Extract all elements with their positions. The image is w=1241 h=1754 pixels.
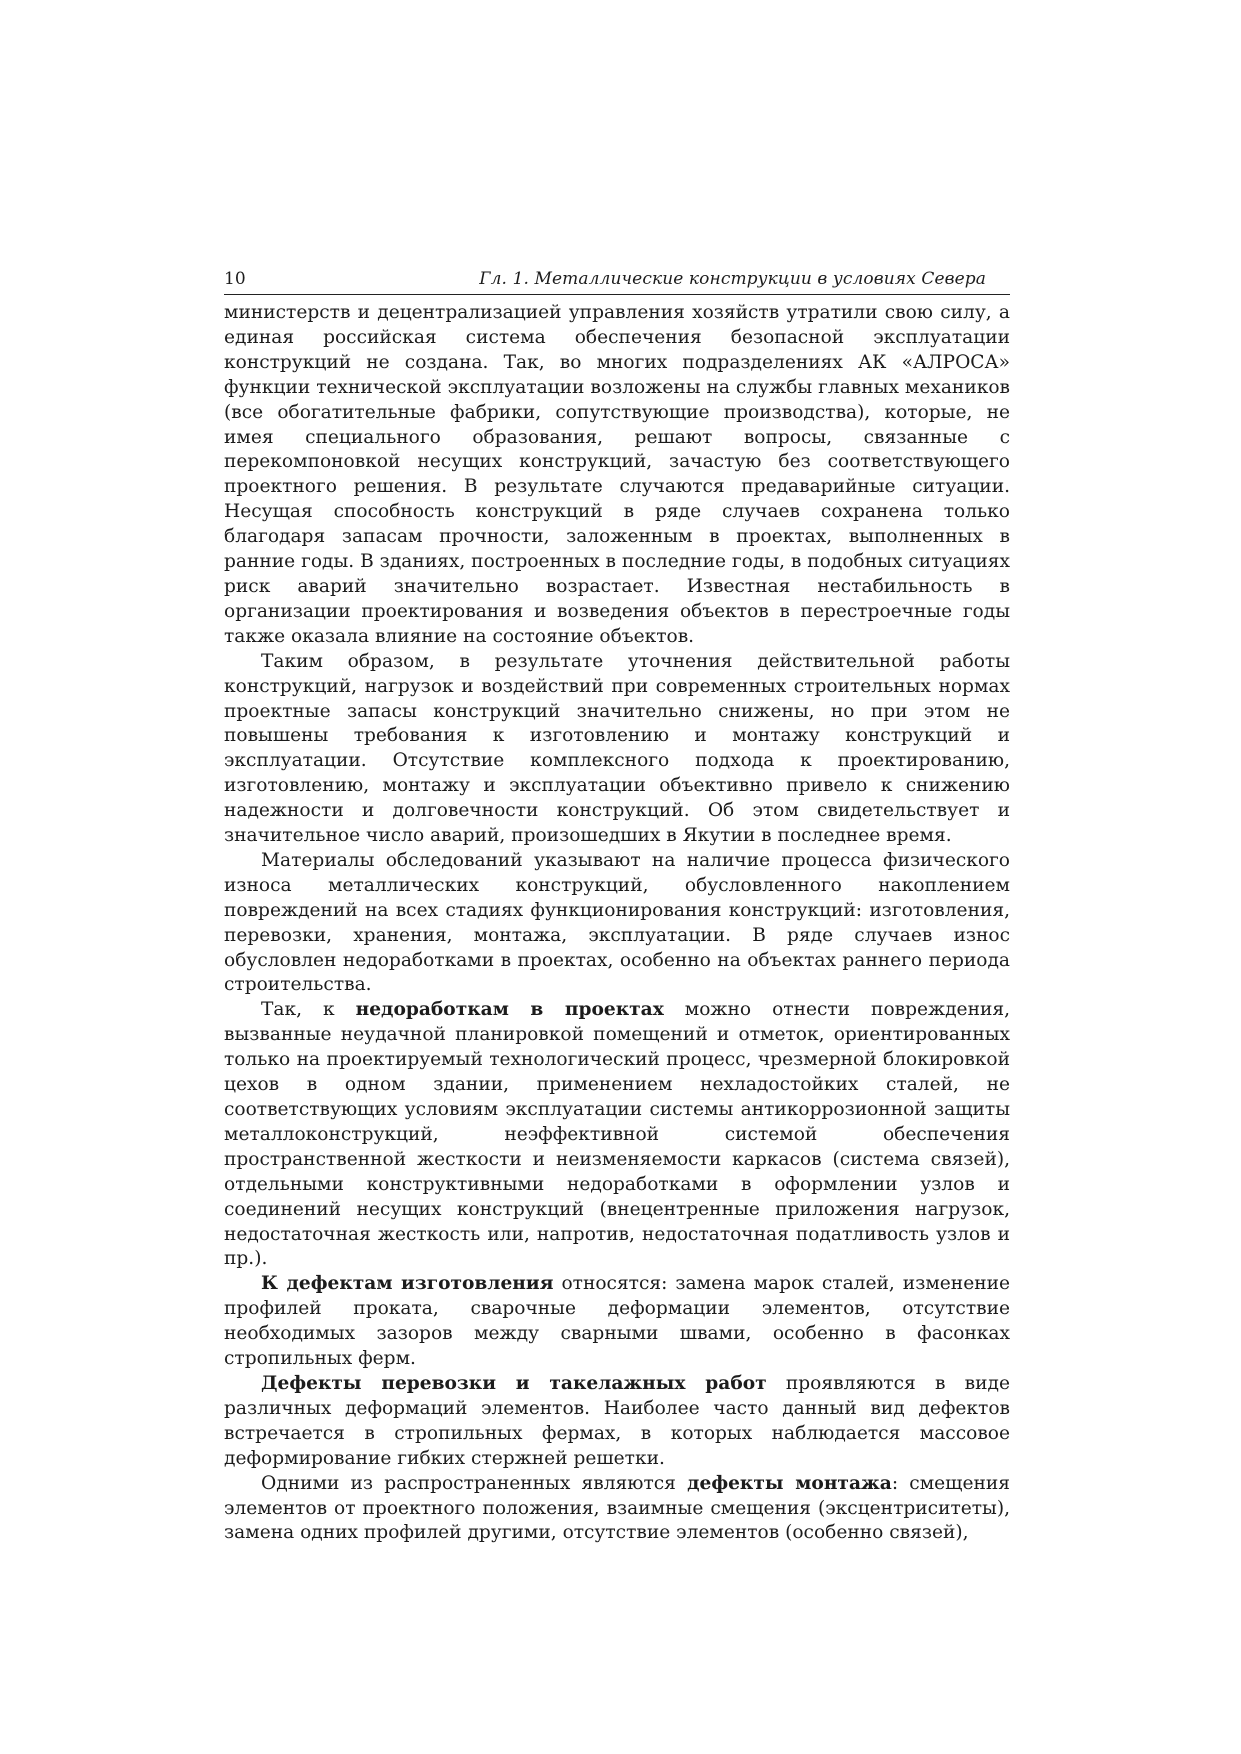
- paragraph-7: [224, 1472, 1010, 1547]
- paragraph-7-text: : смещения элементов от проектного положения, взаимные смещения (эксцентриситеты), замена одних профилей другими, отсутствие элементов (особенно связей),: [224, 1472, 1010, 1544]
- paragraph-7-lead: Одними из распространенных являются: [261, 1472, 688, 1494]
- paragraph-4: [224, 998, 1010, 1272]
- paragraph-1: министерств и децентрализацией управления хозяйств утратили свою силу, а единая российская система обеспечения безопасной эксплуатации конструкций не создана. Так, во многих подразделениях АК «АЛРОСА» функции технической эксплуатации возложены на службы главных механиков (все обогатительные фабрики, сопутствующие производства), которые, не имея специального образования, решают вопросы, связанные с перекомпоновкой несущих конструкций, зачастую без соответствующего проектного решения. В результате случаются предаварийные ситуации. Несущая способность конструкций в ряде случаев сохранена только благодаря запасам прочности, заложенным в проектах, выполненных в ранние годы. В зданиях, построенных в последние годы, в подобных ситуациях риск аварий значительно возрастает. Известная нестабильность в организации проектирования и возведения объектов в перестроечные годы также оказала влияние на состояние объектов.: [224, 302, 1010, 647]
- page-number: 10: [224, 269, 246, 289]
- body-text: [224, 301, 1010, 1546]
- paragraph-6-text: проявляются в виде различных деформаций элементов. Наиболее часто данный вид дефектов встречается в стропильных фермах, в которых наблюдается массовое деформирование гибких стержней решетки.: [224, 1372, 1010, 1469]
- paragraph-6-term: Дефекты перевозки и такелажных работ: [261, 1372, 767, 1394]
- paragraph-5-term: К дефектам изготовления: [261, 1273, 554, 1295]
- paragraph-4-term: недоработкам в проектах: [355, 999, 664, 1021]
- paragraph-4-lead: Так, к: [261, 999, 356, 1021]
- book-page: [224, 268, 1010, 1546]
- paragraph-4-text: можно отнести повреждения, вызванные неудачной планировкой помещений и отметок, ориентированных только на проектируемый технологический процесс, чрезмерной блокировкой цехов в одном здании, применением нехладостойких сталей, не соответствующих условиям эксплуатации системы антикоррозионной защиты металлоконструкций, неэффективной системой обеспечения пространственной жесткости и неизменяемости каркасов (система связей), отдельными конструктивными недоработками в оформлении узлов и соединений несущих конструкций (внецентренные приложения нагрузок, недостаточная жесткость или, напротив, недостаточная податливость узлов и пр.).: [224, 999, 1010, 1270]
- running-header: [224, 268, 1010, 295]
- paragraph-6: [224, 1372, 1010, 1472]
- paragraph-3: Материалы обследований указывают на наличие процесса физического износа металлических конструкций, обусловленного накоплением повреждений на всех стадиях функционирования конструкций: изготовления, перевозки, хранения, монтажа, эксплуатации. В ряде случаев износ обусловлен недоработками в проектах, особенно на объектах раннего периода строительства.: [224, 849, 1010, 996]
- paragraph-5: [224, 1272, 1010, 1372]
- paragraph-2: Таким образом, в результате уточнения действительной работы конструкций, нагрузок и воздействий при современных строительных нормах проектные запасы конструкций значительно снижены, но при этом не повышены требования к изготовлению и монтажу конструкций и эксплуатации. Отсутствие комплексного подхода к проектированию, изготовлению, монтажу и эксплуатации объективно привело к снижению надежности и долговечности конструкций. Об этом свидетельствует и значительное число аварий, произошедших в Якутии в последнее время.: [224, 650, 1010, 847]
- paragraph-5-text: относятся: замена марок сталей, изменение профилей проката, сварочные деформации элементов, отсутствие необходимых зазоров между сварными швами, особенно в фасонках стропильных ферм.: [224, 1273, 1010, 1370]
- chapter-title: Гл. 1. Металлические конструкции в условиях Севера: [479, 269, 986, 289]
- paragraph-7-term: дефекты монтажа: [687, 1472, 892, 1494]
